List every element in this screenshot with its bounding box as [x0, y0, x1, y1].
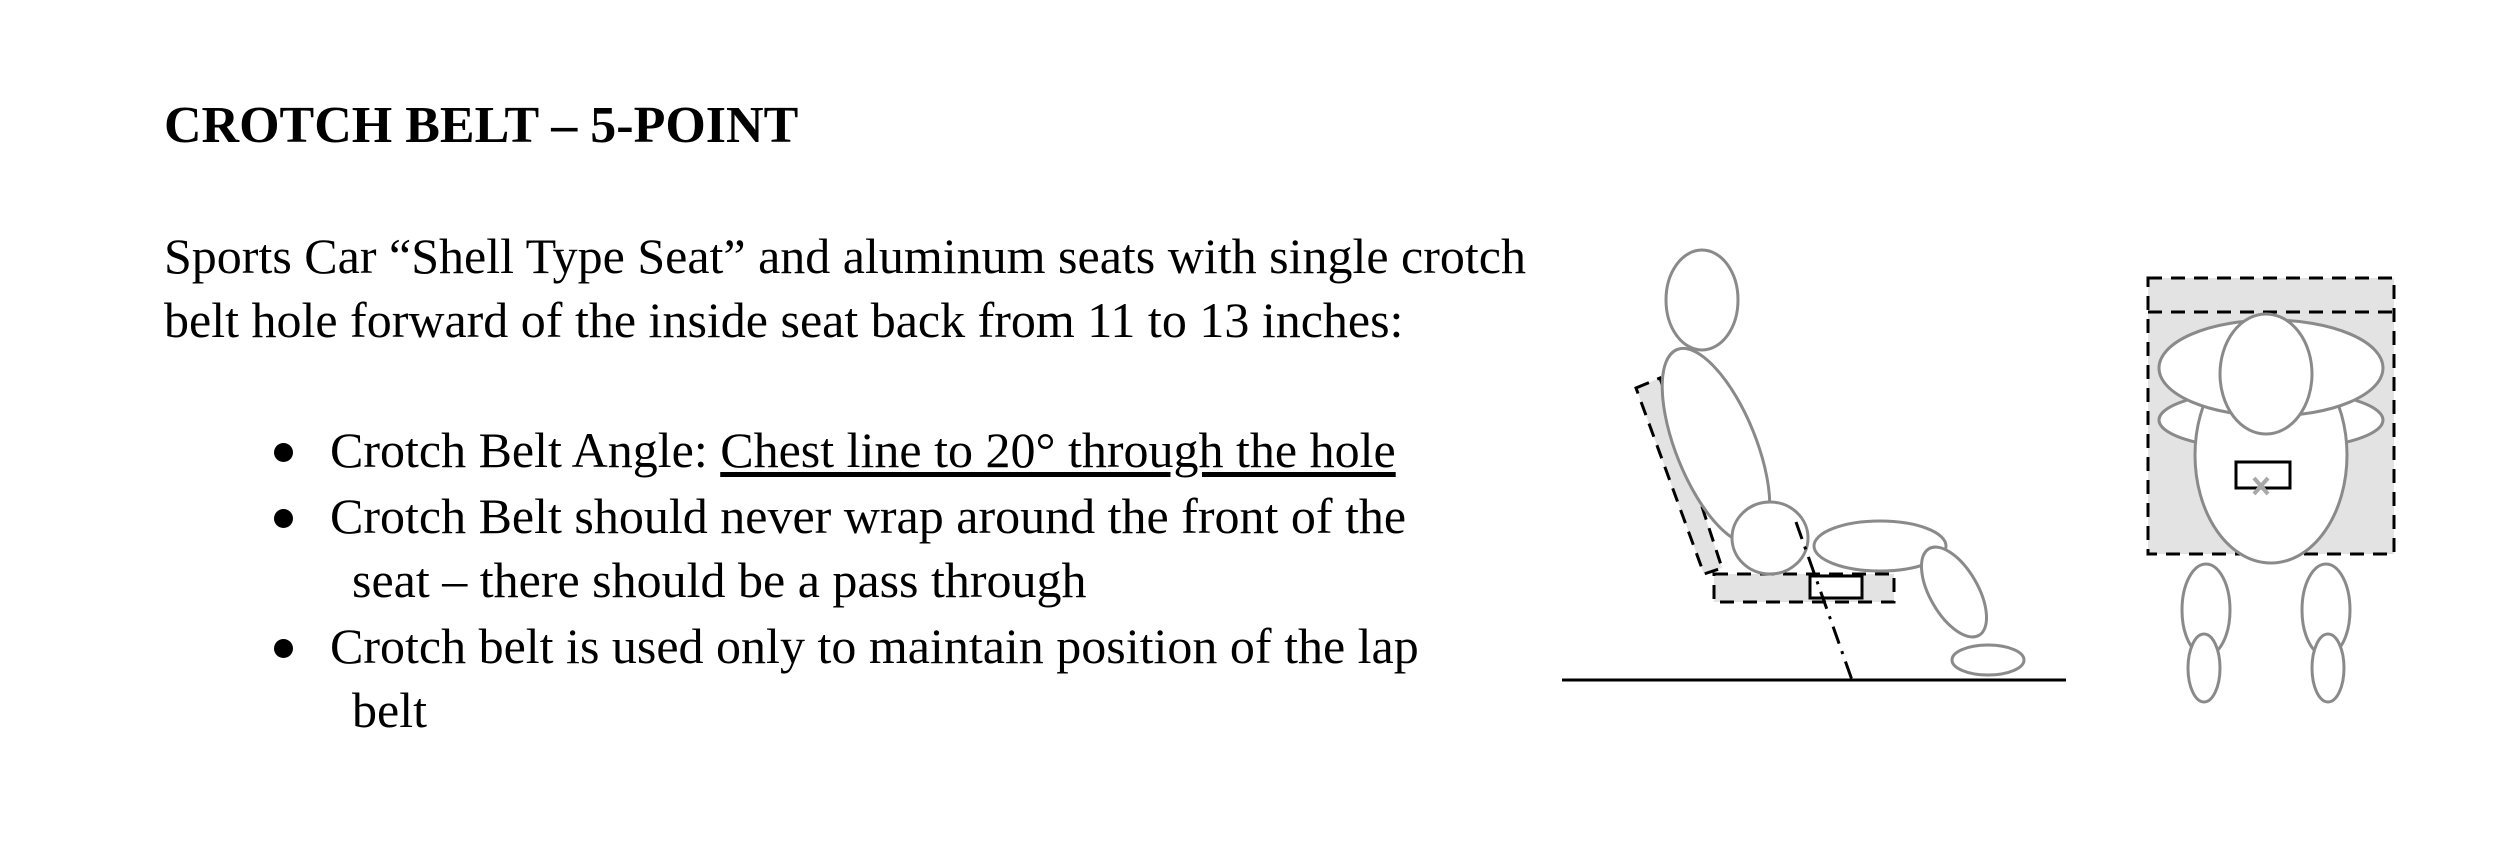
- bullet-3-line-2: belt: [352, 682, 427, 738]
- front-view-illustration: [2148, 278, 2394, 702]
- bullet-dot-icon: [274, 639, 293, 658]
- front-head: [2220, 314, 2312, 434]
- bullet-3-line-1: Crotch belt is used only to maintain position of the lap: [330, 618, 1419, 674]
- seat-outline-outer: [2148, 278, 2394, 554]
- left-lower-leg: [2188, 634, 2220, 702]
- bullet-2-line-2: seat – there should be a pass through: [352, 552, 1087, 608]
- bullet-item-pass-through: [254, 484, 1419, 612]
- buckle: [2236, 462, 2290, 488]
- lower-leg: [1908, 537, 2000, 648]
- hip: [1732, 502, 1808, 574]
- foot: [1952, 645, 2024, 675]
- bullet-dot-icon: [274, 443, 293, 462]
- buckle-x-mark-icon: [2254, 478, 2268, 494]
- seat-back: [1636, 378, 1722, 574]
- torso: [1640, 335, 1792, 558]
- intro-paragraph: Sports Car “Shell Type Seat” and aluminum seats with single crotch belt hole forward of the inside seat back from 11 to 13 inches:: [164, 228, 1526, 348]
- crotch-belt-hole: [1810, 576, 1862, 598]
- bullet-2-line-1: Crotch Belt should never wrap around the front of the: [330, 488, 1407, 544]
- front-torso: [2159, 390, 2383, 450]
- bullet-list: [254, 418, 1419, 744]
- side-view-illustration: [1562, 250, 2066, 680]
- bullet-dot-icon: [274, 509, 293, 528]
- seat-cushion: [1714, 574, 1894, 602]
- head: [1666, 250, 1738, 350]
- thigh: [1814, 521, 1946, 571]
- front-shoulders: [2159, 320, 2383, 416]
- bullet-1-underlined-text: Chest line to 20° through the hole: [720, 422, 1396, 478]
- left-thigh: [2182, 564, 2230, 656]
- page-title: CROTCH BELT – 5-POINT: [164, 97, 799, 154]
- right-lower-leg: [2312, 634, 2344, 702]
- crotch-belt-line: [1796, 522, 1852, 680]
- bullet-item-lap-belt: [254, 614, 1419, 742]
- bullet-1-prefix: Crotch Belt Angle:: [330, 422, 721, 478]
- right-thigh: [2302, 564, 2350, 656]
- front-body: [2195, 347, 2347, 563]
- bullet-item-angle: [254, 418, 1419, 482]
